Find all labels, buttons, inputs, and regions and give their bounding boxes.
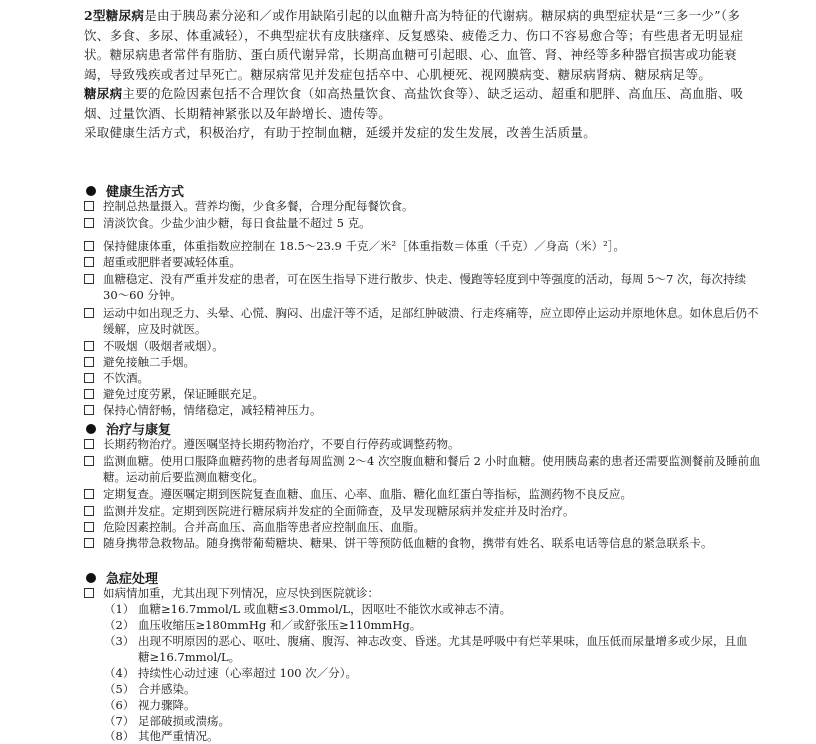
checklist-item: 不吸烟（吸烟者戒烟）。 — [84, 338, 764, 354]
emergency-item: （3） 出现不明原因的恶心、呕吐、腹痛、腹泻、神志改变、昏迷。尤其是呼吸中有烂苹果味，血压低而尿量增多或少尿，且血糖≥16.7mmol/L。 — [104, 634, 748, 664]
checklist-item: 血糖稳定、没有严重并发症的患者，可在医生指导下进行散步、快走、慢跑等轻度到中等强度的活动，每周 5～7 次，每次持续 30～60 分钟。 — [84, 271, 764, 303]
emergency-item: （7） 足部破损或溃疡。 — [104, 714, 230, 728]
intro-paragraph-1 — [84, 6, 744, 84]
checkbox-icon[interactable] — [84, 489, 94, 499]
intro-paragraph-3: 采取健康生活方式，积极治疗，有助于控制血糖，延缓并发症的发生发展，改善生活质量。 — [84, 125, 597, 140]
emergency-item: （5） 合并感染。 — [104, 682, 196, 696]
section-title: 健康生活方式 — [106, 185, 185, 200]
checklist-item: 保持心情舒畅，情绪稳定，减轻精神压力。 — [84, 402, 764, 418]
checkbox-icon[interactable] — [84, 373, 94, 383]
checklist-item: 保持健康体重，体重指数应控制在 18.5～23.9 千克／米²［体重指数＝体重（千克）／身高（米）²］。 — [84, 238, 764, 254]
checkbox-icon[interactable] — [84, 538, 94, 548]
checkbox-icon[interactable] — [84, 389, 94, 399]
checklist-item: 控制总热量摄入。营养均衡，少食多餐，合理分配每餐饮食。 — [84, 198, 764, 214]
checkbox-icon[interactable] — [84, 357, 94, 367]
section-title: 急症处理 — [106, 572, 159, 587]
checklist-item: 如病情加重，尤其出现下列情况，应尽快到医院就诊： — [84, 585, 764, 601]
checkbox-icon[interactable] — [84, 439, 94, 449]
checklist-item: 监测并发症。定期到医院进行糖尿病并发症的全面筛查，及早发现糖尿病并发症并及时治疗。 — [84, 503, 764, 519]
emergency-item: （4） 持续性心动过速（心率超过 100 次／分）。 — [104, 666, 358, 680]
intro-p1-body: 是由于胰岛素分泌和／或作用缺陷引起的以血糖升高为特征的代谢病。糖尿病的典型症状是“三多一少”（多饮、多食、多尿、体重减轻），不典型症状有皮肤瘙痒、反复感染、疲倦乏力、伤口不容易愈合等；有些患者无明显症状。糖尿病患者常伴有脂肪、蛋白质代谢异常，长期高血糖可引起眼、心、血管、肾、神经等多种器官损害或功能衰竭，导致残疾或者过早死亡。糖尿病常见并发症包括卒中、心肌梗死、视网膜病变、糖尿病肾病、糖尿病足等。 — [84, 8, 744, 82]
checkbox-icon[interactable] — [84, 241, 94, 251]
intro-p1-lead: 2型糖尿病 — [84, 8, 145, 23]
section-title: 治疗与康复 — [106, 423, 172, 438]
checklist-item: 定期复查。遵医嘱定期到医院复查血糖、血压、心率、血脂、糖化血红蛋白等指标，监测药物不良反应。 — [84, 486, 764, 502]
checklist-item: 随身携带急救物品。随身携带葡萄糖块、糖果、饼干等预防低血糖的食物，携带有姓名、联系电话等信息的紧急联系卡。 — [84, 535, 764, 551]
checkbox-icon[interactable] — [84, 201, 94, 211]
checkbox-icon[interactable] — [84, 456, 94, 466]
checklist-item: 避免接触二手烟。 — [84, 354, 764, 370]
checkbox-icon[interactable] — [84, 588, 94, 598]
emergency-item: （6） 视力骤降。 — [104, 698, 196, 712]
checkbox-icon[interactable] — [84, 341, 94, 351]
intro-p2-body: 主要的危险因素包括不合理饮食（如高热量饮食、高盐饮食等）、缺乏运动、超重和肥胖、高血压、高血脂、吸烟、过量饮酒、长期精神紧张以及年龄增长、遗传等。 — [84, 86, 744, 121]
checklist-item: 监测血糖。使用口服降血糖药物的患者每周监测 2～4 次空腹血糖和餐后 2 小时血糖。使用胰岛素的患者还需要监测餐前及睡前血糖。运动前后要监测血糖变化。 — [84, 453, 764, 485]
intro-paragraph-2 — [84, 84, 744, 123]
checklist-item: 清淡饮食。少盐少油少糖，每日食盐量不超过 5 克。 — [84, 215, 764, 231]
checkbox-icon[interactable] — [84, 257, 94, 267]
checkbox-icon[interactable] — [84, 405, 94, 415]
checkbox-icon[interactable] — [84, 274, 94, 284]
bullet-icon — [86, 424, 96, 434]
checklist-item: 长期药物治疗。遵医嘱坚持长期药物治疗，不要自行停药或调整药物。 — [84, 436, 764, 452]
bullet-icon — [86, 186, 96, 196]
intro-section — [84, 6, 744, 143]
emergency-item: （2） 血压收缩压≥180mmHg 和／或舒张压≥110mmHg。 — [104, 618, 422, 632]
checkbox-icon[interactable] — [84, 218, 94, 228]
checklist-item: 超重或肥胖者要减轻体重。 — [84, 254, 764, 270]
checkbox-icon[interactable] — [84, 522, 94, 532]
bullet-icon — [86, 573, 96, 583]
checklist-item: 不饮酒。 — [84, 370, 764, 386]
checklist-item: 避免过度劳累，保证睡眠充足。 — [84, 386, 764, 402]
checkbox-icon[interactable] — [84, 308, 94, 318]
checkbox-icon[interactable] — [84, 506, 94, 516]
emergency-item: （8） 其他严重情况。 — [104, 729, 219, 743]
intro-p2-lead: 糖尿病 — [84, 86, 123, 101]
checklist-item: 运动中如出现乏力、头晕、心慌、胸闷、出虚汗等不适，足部红肿破溃、行走疼痛等，应立即停止运动并原地休息。如休息后仍不缓解，应及时就医。 — [84, 305, 764, 337]
checklist-item: 危险因素控制。合并高血压、高血脂等患者应控制血压、血脂。 — [84, 519, 764, 535]
emergency-item: （1） 血糖≥16.7mmol/L 或血糖≤3.0mmol/L，因呕吐不能饮水或神志不清。 — [104, 602, 512, 616]
